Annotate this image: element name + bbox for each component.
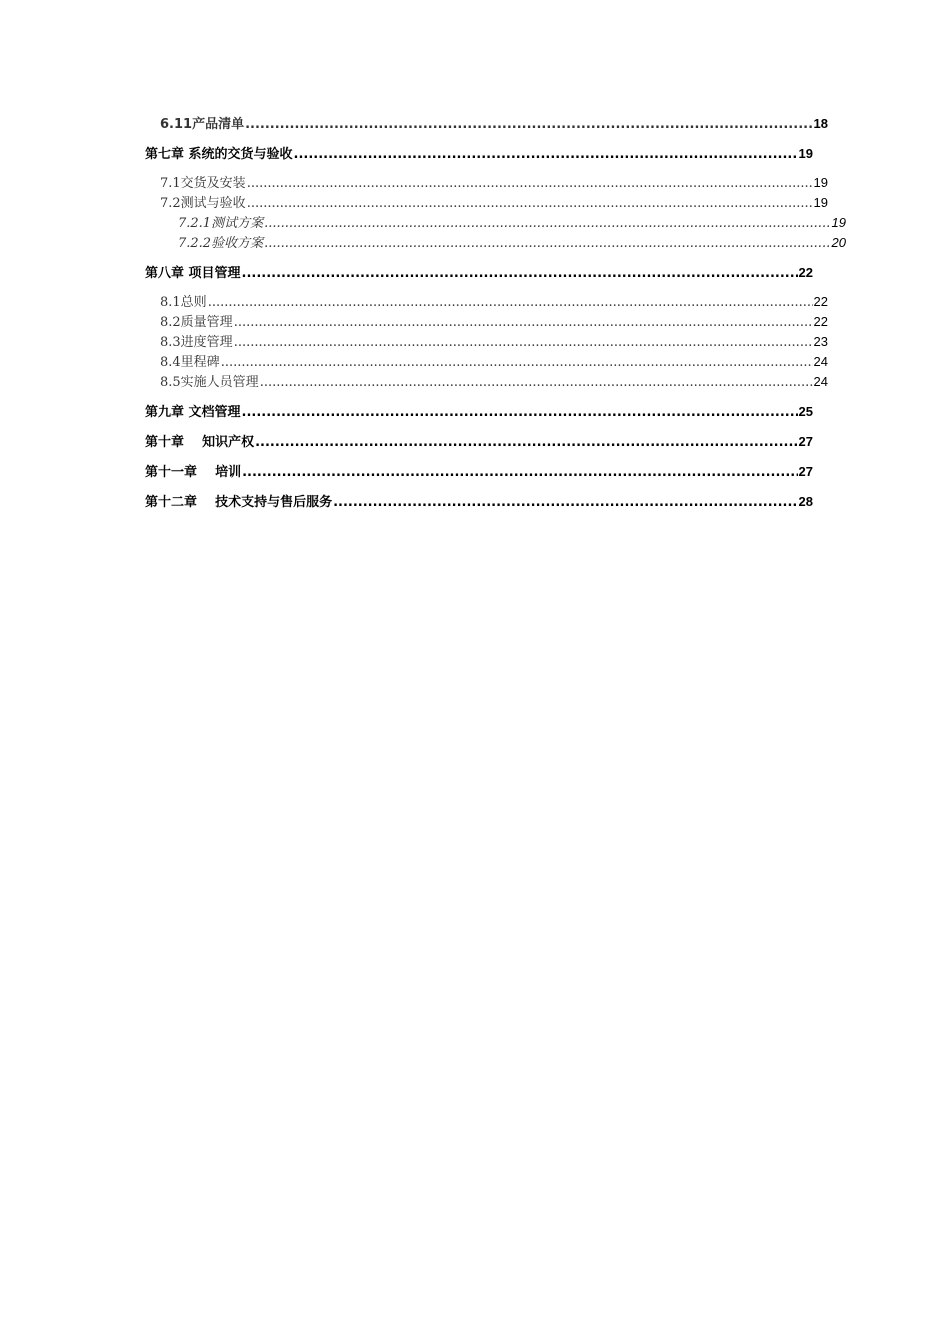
toc-entry-label: 第九章 文档管理 (145, 405, 241, 420)
toc-entry-page: 19 (798, 146, 813, 161)
toc-entry-label: 8.5实施人员管理 (160, 375, 259, 390)
toc-dot-leader (242, 264, 798, 283)
toc-entry-page: 27 (798, 464, 813, 479)
toc-entry-page: 24 (813, 374, 828, 389)
toc-entry-page: 27 (798, 434, 813, 449)
toc-entry-7-2-2[interactable] (145, 233, 846, 253)
toc-entry-chapter-11[interactable] (145, 462, 813, 482)
toc-entry-page: 25 (798, 404, 813, 419)
toc-entry-page: 22 (813, 314, 828, 329)
toc-entry-page: 19 (831, 215, 846, 230)
toc-dot-leader (264, 234, 830, 253)
toc-entry-page: 19 (813, 175, 828, 190)
toc-entry-page: 18 (813, 116, 828, 131)
toc-entry-label: 8.4里程碑 (160, 355, 220, 370)
toc-entry-page: 24 (813, 354, 828, 369)
toc-dot-leader (333, 493, 797, 512)
toc-entry-label: 8.2质量管理 (160, 315, 233, 330)
toc-entry-label: 6.11产品清单 (160, 117, 245, 132)
toc-dot-leader (234, 333, 813, 352)
toc-entry-7-1[interactable] (145, 173, 828, 193)
toc-entry-8-4[interactable] (145, 352, 828, 372)
toc-entry-chapter-10[interactable] (145, 432, 813, 452)
toc-entry-7-2[interactable] (145, 193, 828, 213)
toc-entry-8-3[interactable] (145, 332, 828, 352)
toc-entry-label: 第十二章 技术支持与售后服务 (145, 495, 333, 510)
toc-dot-leader (208, 293, 813, 312)
toc-entry-page: 22 (813, 294, 828, 309)
toc-entry-8-5[interactable] (145, 372, 828, 392)
toc-entry-label: 8.1总则 (160, 295, 207, 310)
toc-entry-page: 23 (813, 334, 828, 349)
toc-dot-leader (221, 353, 813, 372)
toc-entry-chapter-8[interactable] (145, 263, 813, 283)
toc-entry-label: 7.2测试与验收 (160, 196, 246, 211)
toc-dot-leader (247, 194, 813, 213)
toc-entry-page: 19 (813, 195, 828, 210)
toc-entry-label: 7.2.1测试方案 (178, 216, 264, 231)
toc-entry-label: 第八章 项目管理 (145, 266, 241, 281)
toc-entry-page: 20 (831, 235, 846, 250)
toc-entry-label: 7.1交货及安装 (160, 176, 246, 191)
toc-entry-label: 8.3进度管理 (160, 335, 233, 350)
toc-entry-chapter-7[interactable] (145, 144, 813, 164)
toc-entry-label: 第十一章 培训 (145, 465, 242, 480)
toc-dot-leader (234, 313, 813, 332)
toc-entry-page: 22 (798, 265, 813, 280)
toc-entry-6-11[interactable] (145, 114, 828, 134)
toc-dot-leader (264, 214, 830, 233)
table-of-contents (145, 114, 846, 512)
toc-dot-leader (245, 115, 812, 134)
toc-dot-leader (255, 433, 797, 452)
toc-entry-label: 第十章 知识产权 (145, 435, 255, 450)
toc-entry-8-1[interactable] (145, 292, 828, 312)
toc-entry-chapter-9[interactable] (145, 402, 813, 422)
toc-entry-7-2-1[interactable] (145, 213, 846, 233)
toc-entry-label: 第七章 系统的交货与验收 (145, 147, 293, 162)
toc-entry-chapter-12[interactable] (145, 492, 813, 512)
toc-entry-label: 7.2.2验收方案 (178, 236, 264, 251)
toc-dot-leader (294, 145, 798, 164)
toc-entry-8-2[interactable] (145, 312, 828, 332)
toc-dot-leader (242, 463, 797, 482)
toc-dot-leader (247, 174, 813, 193)
toc-dot-leader (260, 373, 813, 392)
toc-dot-leader (242, 403, 798, 422)
toc-entry-page: 28 (798, 494, 813, 509)
